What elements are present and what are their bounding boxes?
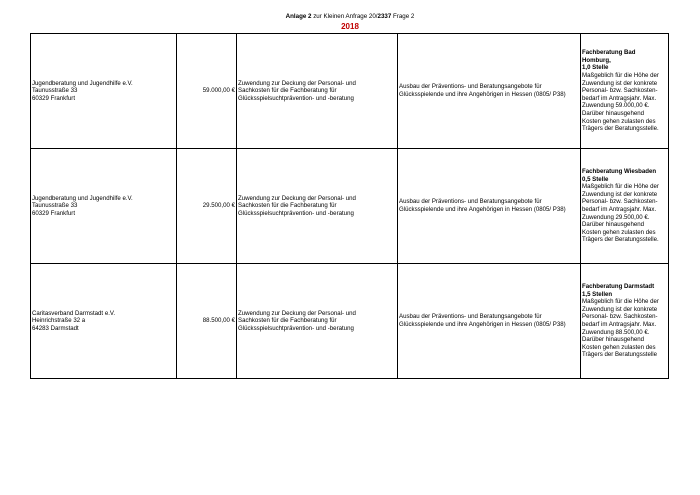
recipient-cell bbox=[31, 34, 177, 149]
purpose-line: Zuwendung zur Deckung der Personal- und bbox=[238, 79, 356, 87]
description-title bbox=[582, 283, 667, 298]
program-line: Ausbau der Präventions- und Beratungsangebote für bbox=[399, 198, 542, 206]
description-line: Zuwendung ist der konkrete bbox=[582, 190, 658, 198]
recipient-line: 60329 Frankfurt bbox=[32, 94, 76, 102]
description-cell bbox=[581, 34, 669, 149]
purpose-line: Sachkosten für die Fachberatung für bbox=[238, 87, 337, 95]
purpose-cell bbox=[237, 34, 398, 149]
purpose-line: Sachkosten für die Fachberatung für bbox=[238, 202, 337, 210]
header-prefix: Anlage 2 bbox=[285, 13, 312, 20]
recipient-line: Taunusstraße 33 bbox=[32, 202, 78, 210]
program-line: Glücksspielende und ihre Angehörigen in Hessen (0805/ P38) bbox=[399, 206, 566, 213]
description-line: Maßgeblich für die Höhe der bbox=[582, 183, 659, 191]
purpose-cell bbox=[237, 149, 398, 264]
description-line: Maßgeblich für die Höhe der bbox=[582, 298, 659, 306]
description-line: bedarf im Antragsjahr. Max. bbox=[582, 206, 657, 213]
grants-table bbox=[30, 33, 669, 379]
description-line: Maßgeblich für die Höhe der bbox=[582, 72, 659, 80]
description-title-line: Homburg, bbox=[582, 56, 611, 64]
header-number: 2337 bbox=[377, 13, 392, 20]
description-title-line: Fachberatung Bad bbox=[582, 49, 636, 57]
purpose-line: Glücksspielsuchtprävention- und -beratung bbox=[238, 324, 354, 332]
amount-cell: 59.000,00 € bbox=[177, 34, 237, 149]
recipient-cell bbox=[31, 149, 177, 264]
header-middle: zur Kleinen Anfrage 20/ bbox=[311, 13, 378, 20]
recipient-line: Heinrichstraße 32 a bbox=[32, 317, 86, 325]
description-title-line: 1,5 Stellen bbox=[582, 290, 613, 298]
description-line: Darüber hinausgehend bbox=[582, 109, 644, 117]
recipient-line: 60329 Frankfurt bbox=[32, 209, 76, 217]
description-line: Trägers der Beratungsstelle bbox=[582, 351, 657, 359]
description-line: Kosten gehen zulasten des bbox=[582, 343, 656, 351]
description-body bbox=[582, 183, 667, 244]
purpose-line: Glücksspielsuchtprävention- und -beratung bbox=[238, 94, 354, 102]
program-cell bbox=[398, 264, 581, 379]
program-line: Ausbau der Präventions- und Beratungsangebote für bbox=[399, 313, 542, 321]
description-line: Darüber hinausgehend bbox=[582, 336, 644, 344]
description-title-line: Fachberatung Wiesbaden bbox=[582, 168, 657, 176]
purpose-line: Sachkosten für die Fachberatung für bbox=[238, 317, 337, 325]
year-heading: 2018 bbox=[341, 22, 359, 31]
amount-cell: 88.500,00 € bbox=[177, 264, 237, 379]
description-line: Zuwendung 59.000,00 €. bbox=[582, 102, 650, 110]
program-cell bbox=[398, 149, 581, 264]
description-cell bbox=[581, 149, 669, 264]
recipient-line: Taunusstraße 33 bbox=[32, 87, 78, 95]
description-line: Trägers der Beratungsstelle. bbox=[582, 236, 659, 244]
table-row bbox=[31, 34, 669, 149]
purpose-line: Glücksspielsuchtprävention- und -beratung bbox=[238, 209, 354, 217]
program-line: Glücksspielende und ihre Angehörigen in Hessen (0805/ P38) bbox=[399, 91, 566, 98]
header-suffix: Frage 2 bbox=[391, 13, 415, 20]
description-line: Kosten gehen zulasten des bbox=[582, 228, 656, 236]
description-title bbox=[582, 168, 667, 183]
description-line: bedarf im Antragsjahr. Max. bbox=[582, 321, 657, 328]
program-line: Glücksspielende und ihre Angehörigen in Hessen (0805/ P38) bbox=[399, 321, 566, 328]
program-line: Ausbau der Präventions- und Beratungsangebote für bbox=[399, 83, 542, 91]
description-title bbox=[582, 49, 667, 72]
description-line: bedarf im Antragsjahr. Max. bbox=[582, 94, 657, 102]
description-line: Darüber hinausgehend bbox=[582, 221, 644, 229]
recipient-cell bbox=[31, 264, 177, 379]
description-line: Personal- bzw. Sachkosten- bbox=[582, 87, 658, 95]
recipient-line: 64283 Darmstadt bbox=[32, 324, 79, 332]
page-header bbox=[0, 13, 700, 21]
recipient-line: Jugendberatung und Jugendhilfe e.V. bbox=[32, 194, 133, 202]
amount-cell: 29.500,00 € bbox=[177, 149, 237, 264]
recipient-line: Jugendberatung und Jugendhilfe e.V. bbox=[32, 79, 133, 87]
description-line: Zuwendung ist der konkrete bbox=[582, 79, 658, 87]
description-cell bbox=[581, 264, 669, 379]
description-title-line: Fachberatung Darmstadt bbox=[582, 283, 655, 291]
description-line: Zuwendung ist der konkrete bbox=[582, 305, 658, 313]
description-line: Zuwendung 88.500,00 €. bbox=[582, 328, 650, 336]
program-cell bbox=[398, 34, 581, 149]
purpose-line: Zuwendung zur Deckung der Personal- und bbox=[238, 194, 356, 202]
description-line: Kosten gehen zulasten des bbox=[582, 117, 656, 125]
purpose-cell bbox=[237, 264, 398, 379]
description-title-line: 1,0 Stelle bbox=[582, 64, 609, 72]
purpose-line: Zuwendung zur Deckung der Personal- und bbox=[238, 309, 356, 317]
description-body bbox=[582, 72, 667, 133]
description-title-line: 0,5 Stelle bbox=[582, 175, 609, 183]
recipient-line: Caritasverband Darmstadt e.V. bbox=[32, 309, 116, 317]
table-row bbox=[31, 264, 669, 379]
description-line: Personal- bzw. Sachkosten- bbox=[582, 198, 658, 206]
table-row bbox=[31, 149, 669, 264]
description-line: Zuwendung 29.500,00 €. bbox=[582, 213, 650, 221]
description-line: Personal- bzw. Sachkosten- bbox=[582, 313, 658, 321]
description-body bbox=[582, 298, 667, 359]
description-line: Trägers der Beratungsstelle. bbox=[582, 125, 659, 133]
